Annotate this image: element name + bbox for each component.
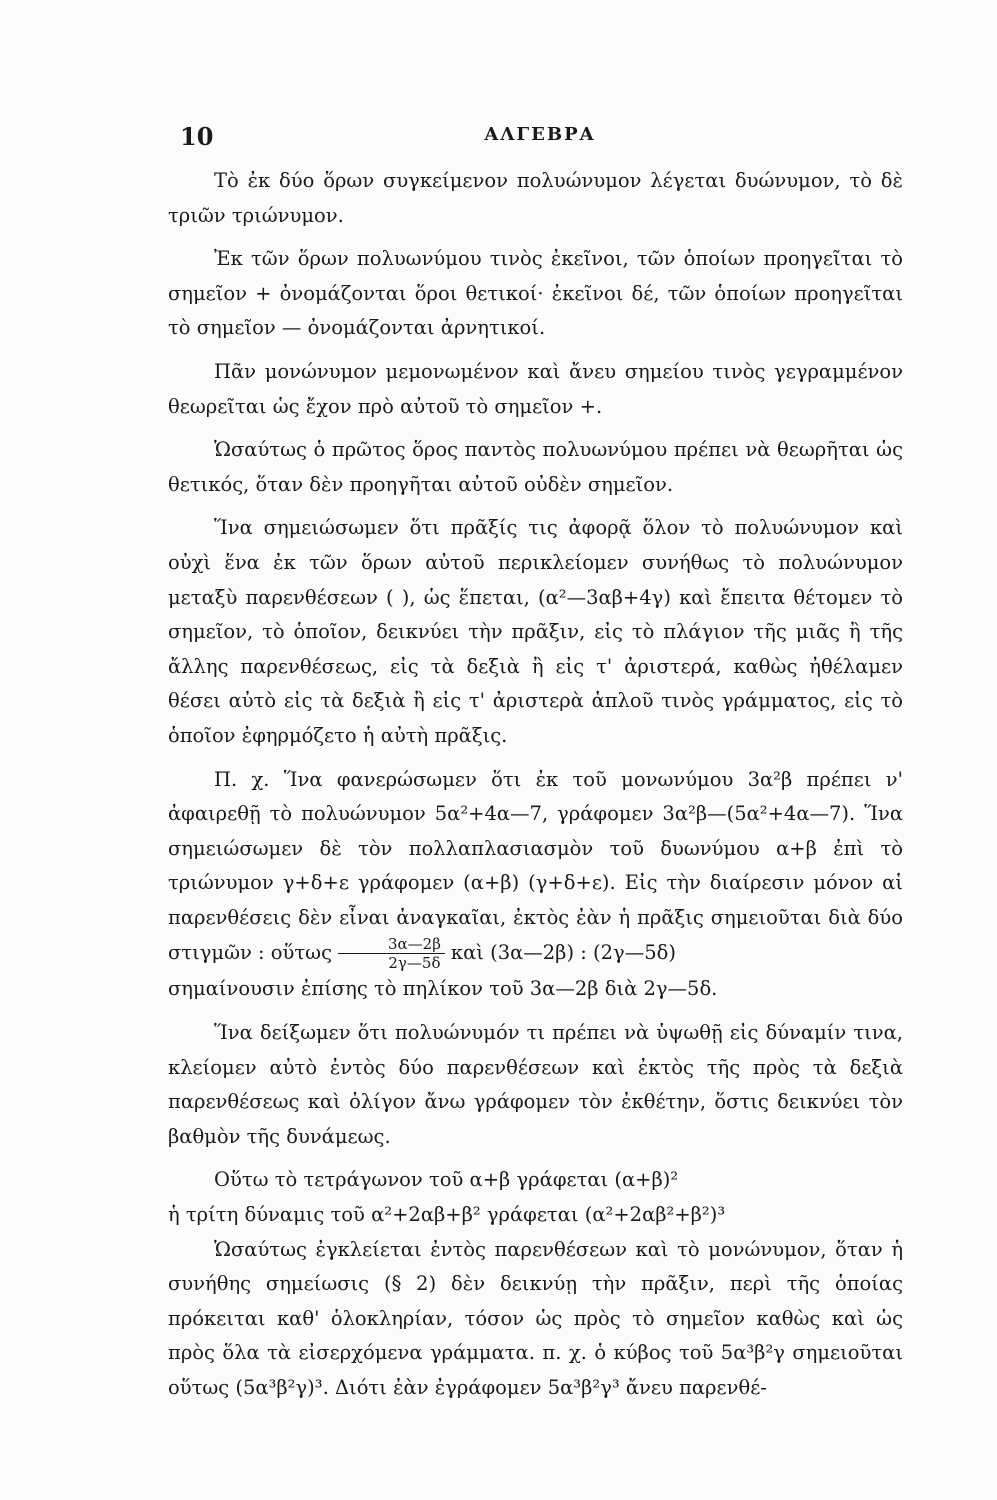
- paragraph: Ὡσαύτως ὁ πρῶτος ὅρος παντὸς πολυωνύμου πρέπει νὰ θεωρῆται ὡς θετικός, ὅταν δὲν προηγῆται αὐτοῦ οὐδὲν σημεῖον.: [168, 438, 903, 496]
- paragraph: Ἐκ τῶν ὅρων πολυωνύμου τινὸς ἐκεῖνοι, τῶν ὁποίων προηγεῖται τὸ σημεῖον + ὀνομάζονται ὅροι θετικοί· ἐκεῖνοι δέ, τῶν ὁποίων προηγεῖται τὸ σημεῖον — ὀνομάζονται ἀρνητικοί.: [168, 247, 903, 340]
- paragraph: Ὡσαύτως ἐγκλείεται ἐντὸς παρενθέσεων καὶ τὸ μονώνυμον, ὅταν ἡ συνήθης σημείωσις (§ 2) δὲν δεικνύῃ τὴν πρᾶξιν, περὶ τῆς ὁποίας πρόκειται καθ' ὁλοκληρίαν, τόσον ὡς πρὸς τὸ σημεῖον καθὼς καὶ ὡς πρὸς ὅλα τὰ εἰσερχόμενα γράμματα. π. χ. ὁ κύβος τοῦ 5α³β²γ σημειοῦται οὕτως (5α³β²γ)³. Διότι ἐὰν ἐγράφομεν 5α³β²γ³ ἄνευ παρενθέ-: [168, 1237, 903, 1399]
- paragraph: Ἵνα δείξωμεν ὅτι πολυώνυμόν τι πρέπει νὰ ὑψωθῇ εἰς δύναμίν τινα, κλείομεν αὐτὸ ἐντὸς δύο παρενθέσεων καὶ ἐκτὸς τῆς πρὸς τὰ δεξιὰ παρενθέσεως καὶ ὀλίγον ἄνω γράφομεν τὸν ἐκθέτην, ὅστις δεικνύει τὸν βαθμὸν τῆς δυνάμεως.: [168, 1021, 903, 1148]
- division-example-text: καὶ (3α—2β) : (2γ—5δ): [450, 941, 676, 965]
- paragraph-text: Π. χ. Ἵνα φανερώσωμεν ὅτι ἐκ τοῦ μονωνύμου 3α²β πρέπει ν' ἀφαιρεθῇ τὸ πολυώνυμον 5α²+4α—7, γράφομεν 3α²β—(5α²+4α—7). Ἵνα σημειώσωμεν δὲ τὸν πολλαπλασιασμὸν τοῦ δυωνύμου α+β ἐπὶ τὸ τριώνυμον γ+δ+ε γράφομεν (α+β) (γ+δ+ε). Εἰς τὴν διαίρεσιν μόνον αἱ παρενθέσεις δὲν εἶναι ἀναγκαῖαι, ἐκτὸς ἐὰν ἡ πρᾶξις σημειοῦται διὰ δύο στιγμῶν : οὕτως: [168, 767, 903, 965]
- paragraph: σημαίνουσιν ἐπίσης τὸ πηλίκον τοῦ 3α—2β διὰ 2γ—5δ.: [168, 977, 718, 1001]
- paragraph: Οὕτω τὸ τετράγωνον τοῦ α+β γράφεται (α+β)²: [214, 1168, 679, 1192]
- division-fraction: [338, 935, 445, 972]
- page-number: 10: [180, 122, 214, 151]
- paragraph: [168, 763, 903, 973]
- paragraph: Ἵνα σημειώσωμεν ὅτι πρᾶξίς τις ἀφορᾷ ὅλον τὸ πολυώνυμον καὶ οὐχὶ ἕνα ἐκ τῶν ὅρων αὐτοῦ περικλείομεν συνήθως τὸ πολυώνυμον μεταξὺ παρενθέσεων ( ), ὡς ἕπεται, (α²—3αβ+4γ) καὶ ἔπειτα θέτομεν τὸ σημεῖον, τὸ ὁποῖον, δεικνύει τὴν πρᾶξιν, εἰς τὸ πλάγιον τῆς μιᾶς ἢ τῆς ἄλλης παρενθέσεως, εἰς τὰ δεξιὰ ἢ εἰς τ' ἀριστερά, καθὼς ἠθέλαμεν θέσει αὐτὸ εἰς τὰ δεξιὰ ἢ εἰς τ' ἀριστερὰ ἁπλοῦ τινὸς γράμματος, εἰς τὸ ὁποῖον ἐφηρμόζετο ἡ αὐτὴ πρᾶξις.: [168, 516, 903, 747]
- page-header: [180, 122, 900, 158]
- fraction-denominator: 2γ—5δ: [388, 954, 441, 973]
- body-text: [168, 164, 903, 1406]
- paragraph: Τὸ ἐκ δύο ὅρων συγκείμενον πολυώνυμον λέγεται δυώνυμον, τὸ δὲ τριῶν τριώνυμον.: [168, 169, 903, 227]
- fraction-numerator: 3α—2β: [338, 935, 445, 954]
- paragraph: ἡ τρίτη δύναμις τοῦ α²+2αβ+β² γράφεται (α²+2αβ²+β²)³: [168, 1203, 726, 1227]
- paragraph: Πᾶν μονώνυμον μεμονωμένον καὶ ἄνευ σημείου τινὸς γεγραμμένον θεωρεῖται ὡς ἔχον πρὸ αὐτοῦ τὸ σημεῖον +.: [168, 359, 903, 418]
- running-title: ΑΛΓΕΒΡΑ: [484, 124, 596, 145]
